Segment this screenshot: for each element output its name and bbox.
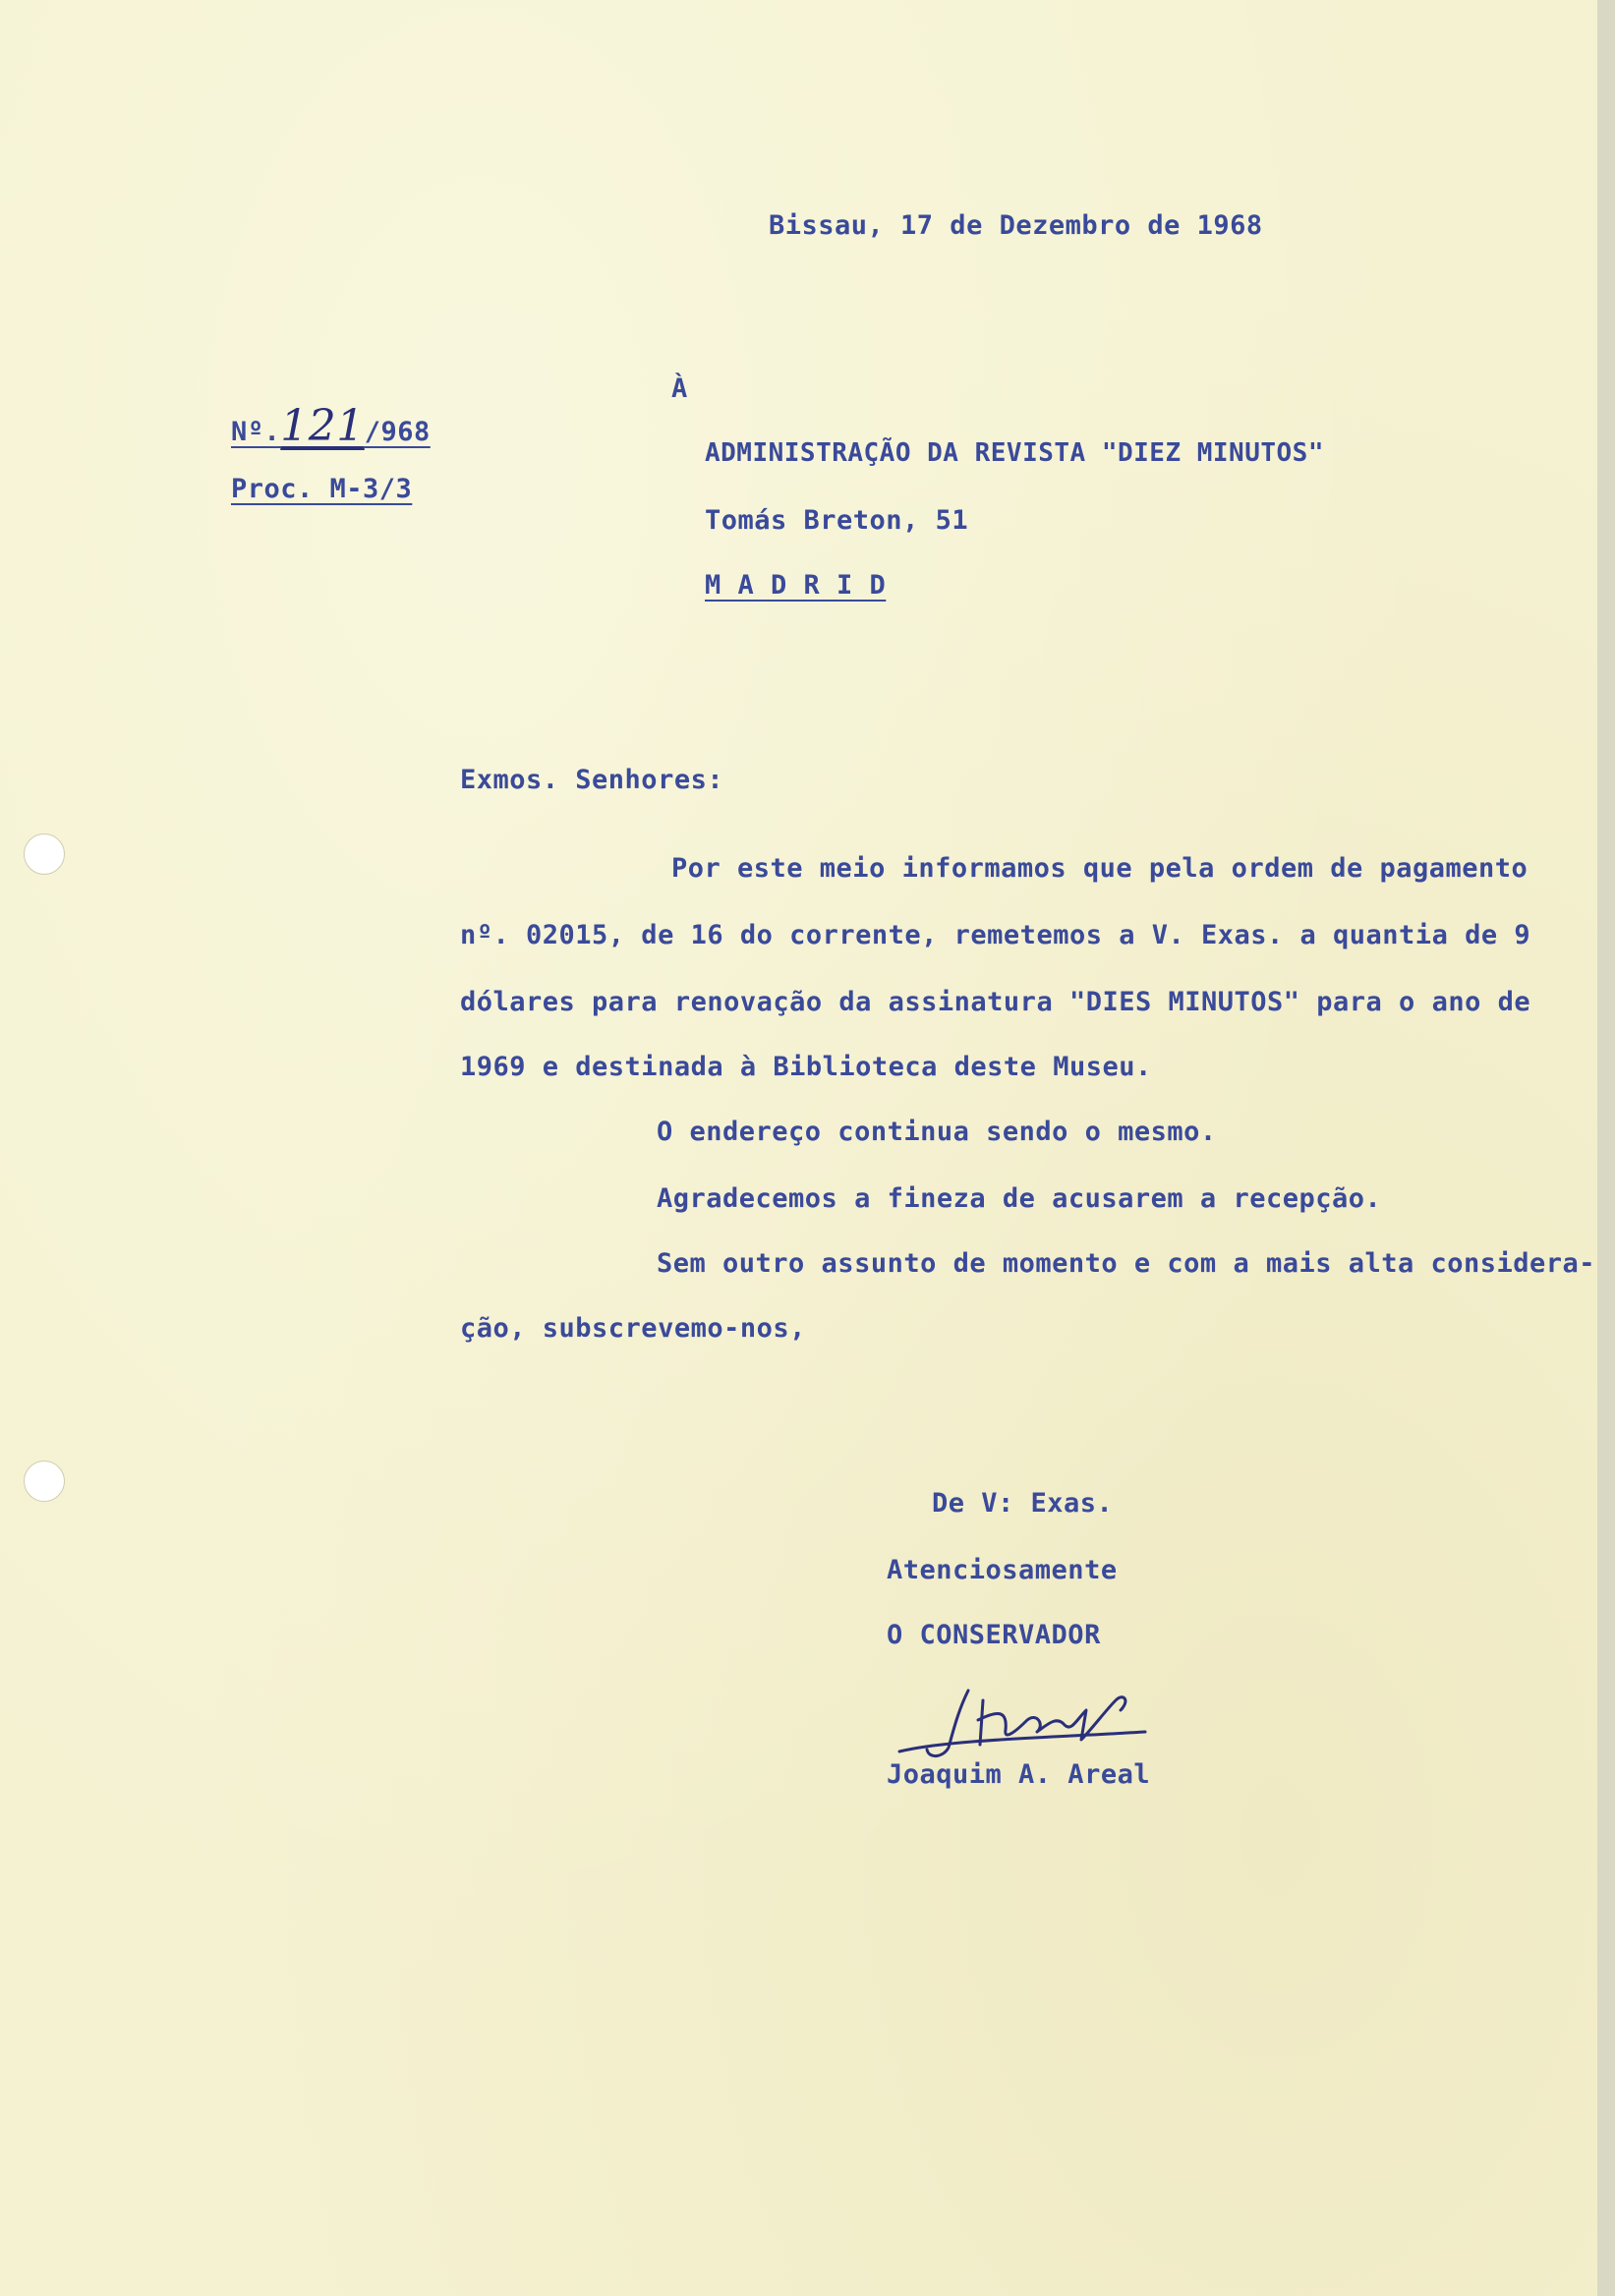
reference-handwritten-number: 121 [280,401,365,451]
body-line-1: Por este meio informamos que pela ordem de pagamento [671,853,1528,884]
body-line-2: nº. 02015, de 16 do corrente, remetemos a V. Exas. a quantia de 9 [460,920,1531,950]
recipient-name: ADMINISTRAÇÃO DA REVISTA "DIEZ MINUTOS" [705,438,1324,468]
signature-icon [890,1671,1165,1769]
reference-prefix: Nº. [231,417,281,447]
closing-line-1: De V: Exas. [932,1488,1114,1519]
closing-line-3: O CONSERVADOR [887,1620,1101,1650]
process-reference: Proc. M-3/3 [231,474,413,504]
signatory-name: Joaquim A. Areal [887,1759,1151,1790]
punch-hole-top [24,833,65,875]
body-line-5: O endereço continua sendo o mesmo. [657,1117,1217,1147]
body-line-3: dólares para renovação da assinatura "DIES MINUTOS" para o ano de [460,987,1531,1017]
body-line-8: ção, subscrevemo-nos, [460,1313,806,1344]
body-line-4: 1969 e destinada à Biblioteca deste Museu. [460,1052,1152,1082]
closing-line-2: Atenciosamente [887,1555,1118,1585]
reference-number [231,401,431,451]
salutation-to: À [671,373,688,404]
body-line-6: Agradecemos a fineza de acusarem a recepção. [657,1183,1382,1214]
recipient-street: Tomás Breton, 51 [705,505,969,536]
punch-hole-bottom [24,1461,65,1502]
greeting: Exmos. Senhores: [460,765,724,795]
recipient-city: M A D R I D [705,570,887,601]
reference-suffix: /968 [364,417,431,447]
place-date: Bissau, 17 de Dezembro de 1968 [769,210,1263,241]
body-line-7: Sem outro assunto de momento e com a mais alta considera- [657,1248,1596,1279]
